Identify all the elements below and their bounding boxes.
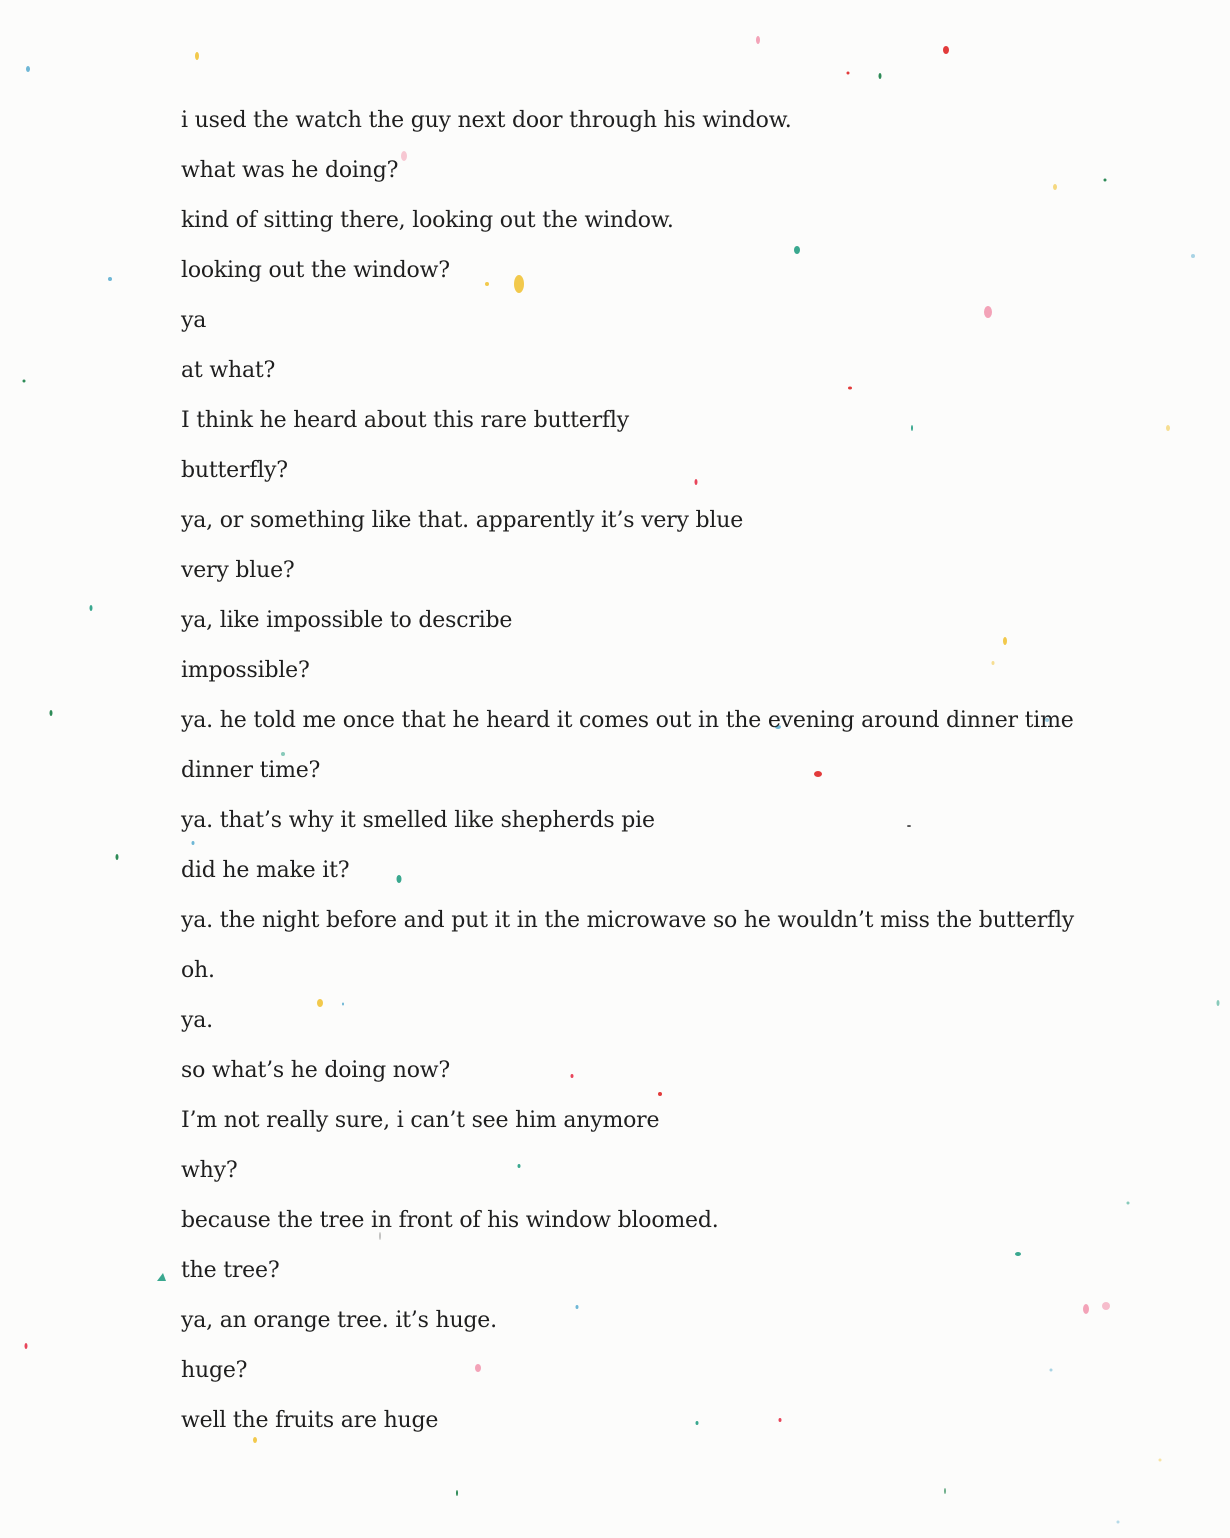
poem-line: why? bbox=[181, 1158, 238, 1183]
poem-line: ya, or something like that. apparently it’s very blue bbox=[181, 508, 744, 533]
speckle bbox=[1191, 254, 1195, 258]
speckle bbox=[23, 380, 26, 383]
speckle bbox=[1159, 1459, 1162, 1462]
speckle bbox=[456, 1490, 458, 1496]
speckle bbox=[847, 72, 850, 75]
poem-line: did he make it? bbox=[181, 858, 350, 883]
speckle bbox=[116, 854, 119, 860]
speckle bbox=[879, 73, 882, 79]
poem-line: kind of sitting there, looking out the window. bbox=[181, 208, 674, 233]
poem-line: ya. bbox=[181, 1008, 213, 1033]
poem-line: ya, an orange tree. it’s huge. bbox=[181, 1308, 497, 1333]
speckle bbox=[943, 46, 949, 54]
speckle bbox=[195, 52, 199, 60]
speckle bbox=[1083, 1304, 1089, 1314]
speckle bbox=[1217, 1000, 1220, 1006]
speckle bbox=[756, 36, 760, 44]
speckle bbox=[944, 1488, 946, 1494]
poem-line: impossible? bbox=[181, 658, 310, 683]
poem bbox=[181, 96, 1081, 1446]
poem-line: i used the watch the guy next door through his window. bbox=[181, 108, 792, 133]
speckle bbox=[1166, 425, 1170, 431]
speckle bbox=[108, 277, 112, 281]
speckle bbox=[1102, 1302, 1110, 1310]
speckle bbox=[90, 605, 93, 611]
speckle bbox=[157, 1273, 166, 1281]
poem-line: I’m not really sure, i can’t see him anymore bbox=[181, 1108, 660, 1133]
poem-line: ya bbox=[181, 308, 207, 333]
speckle bbox=[26, 66, 30, 72]
poem-line: oh. bbox=[181, 958, 215, 983]
poem-line: I think he heard about this rare butterfly bbox=[181, 408, 629, 433]
poem-line: butterfly? bbox=[181, 458, 288, 483]
speckle bbox=[1117, 1521, 1120, 1524]
speckle bbox=[25, 1343, 28, 1349]
poem-line: what was he doing? bbox=[181, 158, 399, 183]
poem-line: at what? bbox=[181, 358, 276, 383]
poem-line: ya. he told me once that he heard it comes out in the evening around dinner time bbox=[181, 708, 1074, 733]
poem-line: ya, like impossible to describe bbox=[181, 608, 513, 633]
poem-line: because the tree in front of his window bloomed. bbox=[181, 1208, 719, 1233]
poem-line: well the fruits are huge bbox=[181, 1408, 439, 1433]
poem-line: ya. that’s why it smelled like shepherds pie bbox=[181, 808, 655, 833]
poem-line: looking out the window? bbox=[181, 258, 450, 283]
poem-line: huge? bbox=[181, 1358, 248, 1383]
speckle bbox=[50, 710, 53, 716]
poem-line: dinner time? bbox=[181, 758, 321, 783]
poem-line: very blue? bbox=[181, 558, 295, 583]
speckle bbox=[1127, 1202, 1130, 1205]
speckle bbox=[1104, 179, 1107, 182]
poem-line: the tree? bbox=[181, 1258, 280, 1283]
poem-line: ya. the night before and put it in the microwave so he wouldn’t miss the butterfly bbox=[181, 908, 1075, 933]
poem-line: so what’s he doing now? bbox=[181, 1058, 450, 1083]
